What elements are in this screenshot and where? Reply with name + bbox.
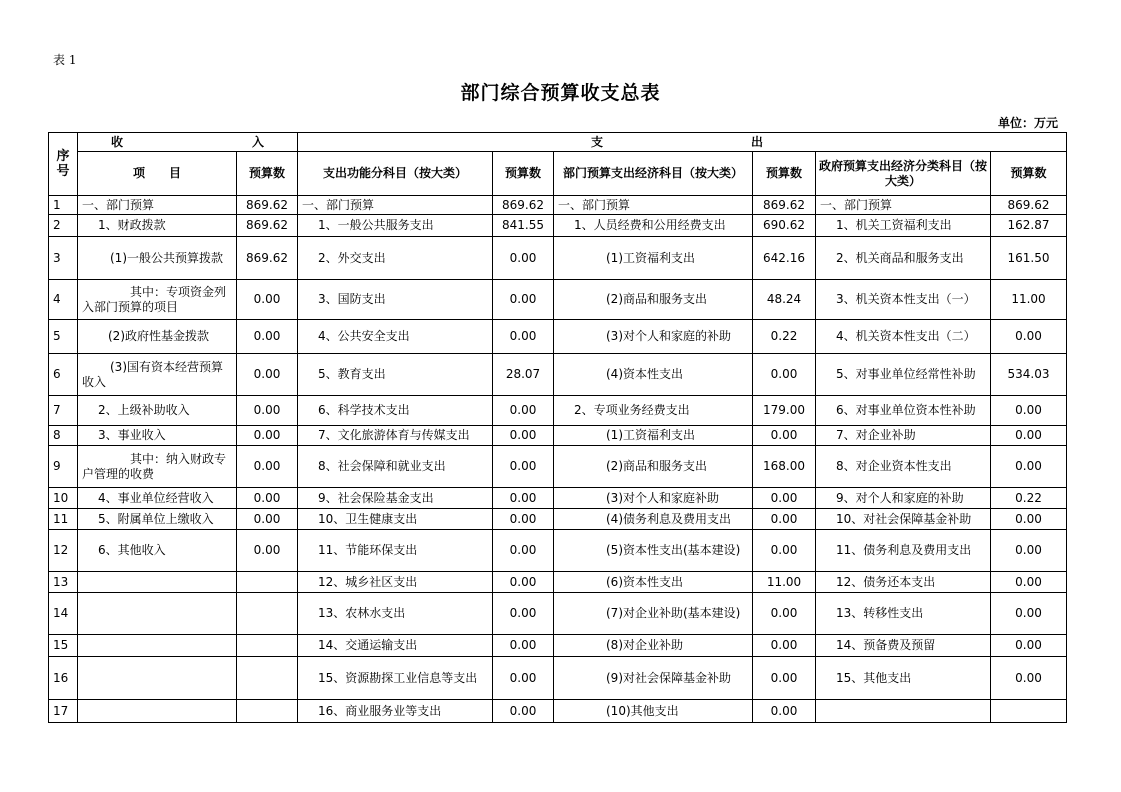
income-item-cell: 其中：纳入财政专户管理的收费 [78, 446, 237, 488]
gov-econ-item-cell: 2、机关商品和服务支出 [816, 237, 991, 280]
dept-econ-budget-cell: 179.00 [753, 396, 816, 426]
table-row [49, 509, 1067, 530]
dept-econ-budget-cell: 0.00 [753, 509, 816, 530]
row-seq-cell: 7 [49, 396, 78, 426]
income-budget-cell: 869.62 [237, 237, 298, 280]
income-budget-cell: 0.00 [237, 320, 298, 354]
table-row [49, 396, 1067, 426]
func-item-cell: 3、国防支出 [298, 280, 493, 320]
table-row [49, 215, 1067, 237]
income-item-cell: 3、事业收入 [78, 426, 237, 446]
gov-econ-budget-cell: 11.00 [991, 280, 1067, 320]
gov-econ-item-cell: 9、对个人和家庭的补助 [816, 488, 991, 509]
func-budget-cell: 0.00 [493, 426, 554, 446]
func-item-cell: 12、城乡社区支出 [298, 572, 493, 593]
income-item-cell [78, 700, 237, 723]
gov-econ-budget-cell: 0.00 [991, 446, 1067, 488]
gov-econ-budget-cell: 0.00 [991, 426, 1067, 446]
row-seq-cell: 5 [49, 320, 78, 354]
gov-econ-item-cell: 15、其他支出 [816, 657, 991, 700]
income-budget-cell: 0.00 [237, 354, 298, 396]
func-budget-cell: 0.00 [493, 446, 554, 488]
gov-econ-budget-header: 预算数 [991, 152, 1067, 196]
func-budget-cell: 841.55 [493, 215, 554, 237]
func-item-cell: 9、社会保险基金支出 [298, 488, 493, 509]
income-budget-cell: 0.00 [237, 446, 298, 488]
row-seq-cell: 6 [49, 354, 78, 396]
gov-econ-item-cell: 8、对企业资本性支出 [816, 446, 991, 488]
row-seq-cell: 9 [49, 446, 78, 488]
dept-econ-item-cell: (8)对企业补助 [554, 635, 753, 657]
table-row [49, 572, 1067, 593]
gov-econ-item-cell: 5、对事业单位经常性补助 [816, 354, 991, 396]
income-budget-cell [237, 657, 298, 700]
func-budget-cell: 0.00 [493, 488, 554, 509]
gov-econ-item-cell: 10、对社会保障基金补助 [816, 509, 991, 530]
row-seq-cell: 12 [49, 530, 78, 572]
income-item-cell: (2)政府性基金拨款 [78, 320, 237, 354]
func-budget-cell: 0.00 [493, 530, 554, 572]
gov-econ-item-cell [816, 700, 991, 723]
dept-econ-item-cell: (9)对社会保障基金补助 [554, 657, 753, 700]
gov-econ-budget-cell: 0.00 [991, 320, 1067, 354]
gov-econ-budget-cell: 0.00 [991, 509, 1067, 530]
gov-econ-budget-cell [991, 700, 1067, 723]
income-budget-cell: 0.00 [237, 509, 298, 530]
row-seq-cell: 8 [49, 426, 78, 446]
income-item-cell: 1、财政拨款 [78, 215, 237, 237]
page-title: 部门综合预算收支总表 [460, 82, 661, 104]
table-row [49, 237, 1067, 280]
func-item-cell: 7、文化旅游体育与传媒支出 [298, 426, 493, 446]
income-item-cell: 2、上级补助收入 [78, 396, 237, 426]
func-item-cell: 13、农林水支出 [298, 593, 493, 635]
dept-econ-budget-cell: 0.00 [753, 354, 816, 396]
gov-econ-item-header: 政府预算支出经济分类科目（按大类） [816, 152, 991, 196]
dept-econ-item-cell: 1、人员经费和公用经费支出 [554, 215, 753, 237]
income-item-header: 项 目 [78, 152, 237, 196]
dept-econ-budget-cell: 690.62 [753, 215, 816, 237]
dept-econ-budget-cell: 11.00 [753, 572, 816, 593]
row-seq-cell: 11 [49, 509, 78, 530]
income-group-header: 收 入 [78, 133, 298, 152]
table-row [49, 446, 1067, 488]
unit-label: 单位：万元 [997, 116, 1058, 130]
income-budget-cell: 0.00 [237, 530, 298, 572]
dept-econ-budget-cell: 0.00 [753, 635, 816, 657]
func-budget-cell: 0.00 [493, 509, 554, 530]
func-item-cell: 16、商业服务业等支出 [298, 700, 493, 723]
gov-econ-item-cell: 7、对企业补助 [816, 426, 991, 446]
table-row [49, 488, 1067, 509]
gov-econ-budget-cell: 161.50 [991, 237, 1067, 280]
table-row [49, 657, 1067, 700]
table-row [49, 280, 1067, 320]
expense-group-header: 支 出 [298, 133, 1067, 152]
income-item-cell: 6、其他收入 [78, 530, 237, 572]
income-budget-cell [237, 593, 298, 635]
row-seq-cell: 1 [49, 196, 78, 215]
gov-econ-budget-cell: 0.00 [991, 572, 1067, 593]
func-budget-cell: 0.00 [493, 320, 554, 354]
dept-econ-item-cell: (3)对个人和家庭的补助 [554, 320, 753, 354]
func-item-cell: 2、外交支出 [298, 237, 493, 280]
income-budget-cell [237, 572, 298, 593]
gov-econ-item-cell: 14、预备费及预留 [816, 635, 991, 657]
row-seq-cell: 13 [49, 572, 78, 593]
budget-summary-table [48, 132, 1067, 723]
income-budget-cell [237, 700, 298, 723]
gov-econ-item-cell: 1、机关工资福利支出 [816, 215, 991, 237]
gov-econ-budget-cell: 869.62 [991, 196, 1067, 215]
row-seq-cell: 16 [49, 657, 78, 700]
dept-econ-item-cell: (4)债务利息及费用支出 [554, 509, 753, 530]
dept-econ-item-cell: (4)资本性支出 [554, 354, 753, 396]
table-row [49, 635, 1067, 657]
income-item-cell: 一、部门预算 [78, 196, 237, 215]
seq-header: 序号 [49, 133, 78, 196]
income-budget-cell [237, 635, 298, 657]
dept-econ-item-cell: (10)其他支出 [554, 700, 753, 723]
table-row [49, 196, 1067, 215]
func-item-header: 支出功能分科目（按大类） [298, 152, 493, 196]
header-row-group [49, 133, 1067, 152]
func-budget-cell: 0.00 [493, 635, 554, 657]
income-item-cell: 4、事业单位经营收入 [78, 488, 237, 509]
gov-econ-budget-cell: 534.03 [991, 354, 1067, 396]
income-budget-cell: 0.00 [237, 488, 298, 509]
dept-econ-budget-cell: 48.24 [753, 280, 816, 320]
income-item-cell [78, 593, 237, 635]
income-item-cell: (1)一般公共预算拨款 [78, 237, 237, 280]
dept-econ-item-cell: (7)对企业补助(基本建设) [554, 593, 753, 635]
dept-econ-budget-cell: 0.00 [753, 530, 816, 572]
row-seq-cell: 3 [49, 237, 78, 280]
income-item-cell: (3)国有资本经营预算收入 [78, 354, 237, 396]
dept-econ-item-cell: 2、专项业务经费支出 [554, 396, 753, 426]
func-budget-cell: 869.62 [493, 196, 554, 215]
func-budget-cell: 0.00 [493, 280, 554, 320]
dept-econ-budget-cell: 0.22 [753, 320, 816, 354]
gov-econ-budget-cell: 0.00 [991, 593, 1067, 635]
dept-econ-budget-cell: 0.00 [753, 593, 816, 635]
dept-econ-item-cell: (5)资本性支出(基本建设) [554, 530, 753, 572]
dept-econ-item-header: 部门预算支出经济科目（按大类） [554, 152, 753, 196]
func-item-cell: 8、社会保障和就业支出 [298, 446, 493, 488]
row-seq-cell: 4 [49, 280, 78, 320]
income-budget-header: 预算数 [237, 152, 298, 196]
func-budget-cell: 0.00 [493, 593, 554, 635]
dept-econ-item-cell: (2)商品和服务支出 [554, 446, 753, 488]
income-item-cell: 其中：专项资金列入部门预算的项目 [78, 280, 237, 320]
gov-econ-item-cell: 13、转移性支出 [816, 593, 991, 635]
dept-econ-item-cell: (1)工资福利支出 [554, 426, 753, 446]
table-row [49, 426, 1067, 446]
income-item-cell [78, 657, 237, 700]
table-label: 表 1 [53, 53, 77, 67]
func-budget-cell: 0.00 [493, 572, 554, 593]
table-row [49, 593, 1067, 635]
income-budget-cell: 869.62 [237, 196, 298, 215]
func-item-cell: 1、一般公共服务支出 [298, 215, 493, 237]
gov-econ-item-cell: 12、债务还本支出 [816, 572, 991, 593]
income-budget-cell: 869.62 [237, 215, 298, 237]
dept-econ-item-cell: 一、部门预算 [554, 196, 753, 215]
table-row [49, 320, 1067, 354]
func-item-cell: 6、科学技术支出 [298, 396, 493, 426]
func-budget-cell: 28.07 [493, 354, 554, 396]
row-seq-cell: 10 [49, 488, 78, 509]
func-item-cell: 4、公共安全支出 [298, 320, 493, 354]
dept-econ-budget-cell: 0.00 [753, 488, 816, 509]
func-budget-cell: 0.00 [493, 657, 554, 700]
func-item-cell: 一、部门预算 [298, 196, 493, 215]
table-row [49, 700, 1067, 723]
gov-econ-budget-cell: 0.00 [991, 635, 1067, 657]
func-item-cell: 14、交通运输支出 [298, 635, 493, 657]
dept-econ-budget-header: 预算数 [753, 152, 816, 196]
dept-econ-budget-cell: 0.00 [753, 657, 816, 700]
row-seq-cell: 2 [49, 215, 78, 237]
row-seq-cell: 14 [49, 593, 78, 635]
income-budget-cell: 0.00 [237, 280, 298, 320]
dept-econ-item-cell: (3)对个人和家庭补助 [554, 488, 753, 509]
func-item-cell: 15、资源勘探工业信息等支出 [298, 657, 493, 700]
table-row [49, 530, 1067, 572]
func-budget-cell: 0.00 [493, 700, 554, 723]
gov-econ-budget-cell: 0.00 [991, 530, 1067, 572]
gov-econ-item-cell: 11、债务利息及费用支出 [816, 530, 991, 572]
dept-econ-item-cell: (6)资本性支出 [554, 572, 753, 593]
gov-econ-budget-cell: 0.22 [991, 488, 1067, 509]
gov-econ-budget-cell: 0.00 [991, 396, 1067, 426]
income-budget-cell: 0.00 [237, 396, 298, 426]
gov-econ-item-cell: 3、机关资本性支出（一） [816, 280, 991, 320]
row-seq-cell: 15 [49, 635, 78, 657]
income-item-cell: 5、附属单位上缴收入 [78, 509, 237, 530]
income-item-cell [78, 572, 237, 593]
dept-econ-budget-cell: 168.00 [753, 446, 816, 488]
dept-econ-item-cell: (2)商品和服务支出 [554, 280, 753, 320]
func-budget-cell: 0.00 [493, 396, 554, 426]
gov-econ-budget-cell: 0.00 [991, 657, 1067, 700]
func-item-cell: 5、教育支出 [298, 354, 493, 396]
header-row-columns [49, 152, 1067, 196]
dept-econ-budget-cell: 642.16 [753, 237, 816, 280]
dept-econ-budget-cell: 869.62 [753, 196, 816, 215]
func-budget-cell: 0.00 [493, 237, 554, 280]
gov-econ-item-cell: 4、机关资本性支出（二） [816, 320, 991, 354]
dept-econ-item-cell: (1)工资福利支出 [554, 237, 753, 280]
gov-econ-item-cell: 6、对事业单位资本性补助 [816, 396, 991, 426]
row-seq-cell: 17 [49, 700, 78, 723]
func-budget-header: 预算数 [493, 152, 554, 196]
income-item-cell [78, 635, 237, 657]
dept-econ-budget-cell: 0.00 [753, 700, 816, 723]
func-item-cell: 11、节能环保支出 [298, 530, 493, 572]
gov-econ-budget-cell: 162.87 [991, 215, 1067, 237]
gov-econ-item-cell: 一、部门预算 [816, 196, 991, 215]
func-item-cell: 10、卫生健康支出 [298, 509, 493, 530]
table-row [49, 354, 1067, 396]
income-budget-cell: 0.00 [237, 426, 298, 446]
dept-econ-budget-cell: 0.00 [753, 426, 816, 446]
